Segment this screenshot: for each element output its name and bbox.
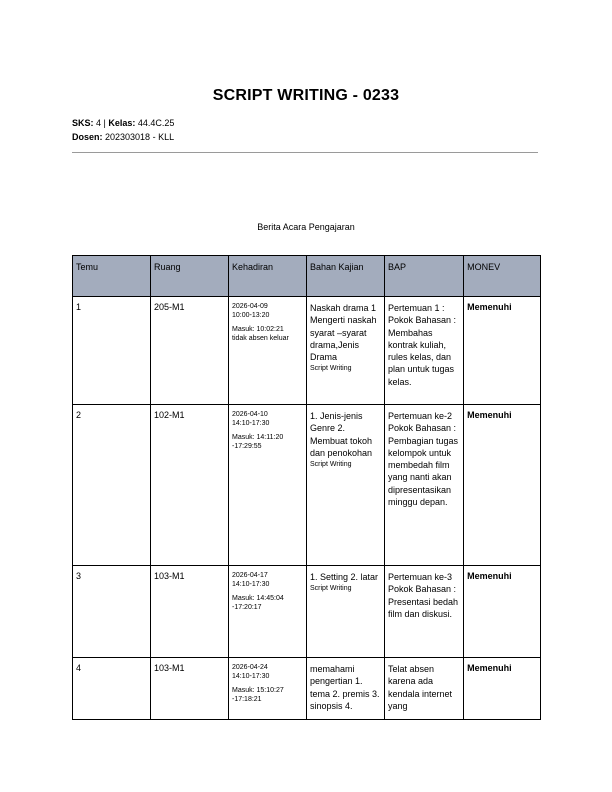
session-date: 2026-04-17 [232, 572, 268, 579]
bahan-course: Script Writing [310, 365, 352, 373]
check-in-time: Masuk: 10:02:21 [232, 326, 284, 333]
cell-kehadiran [229, 658, 307, 720]
cell-bahan-kajian [307, 658, 385, 720]
session-time: 14:10-17:30 [232, 420, 270, 427]
cell-temu: 2 [73, 405, 151, 566]
cell-monev: Memenuhi [464, 658, 541, 720]
header-temu: Temu [73, 256, 151, 297]
cell-ruang: 205-M1 [151, 297, 229, 405]
check-out-time: -17:29:55 [232, 443, 262, 450]
table-row [73, 658, 541, 720]
bahan-text: memahami pengertian 1. tema 2. premis 3. sinopsis 4. [310, 664, 380, 711]
session-time: 10:00-13:20 [232, 312, 270, 319]
bap-text: Pertemuan ke-2 Pokok Bahasan : Pembagian tugas kelompok untuk membedah film yang nanti akan dipresentasikan minggu depan. [388, 411, 459, 508]
table-row [73, 566, 541, 658]
session-date: 2026-04-10 [232, 411, 268, 418]
bahan-course: Script Writing [310, 585, 352, 593]
cell-monev: Memenuhi [464, 566, 541, 658]
cell-bahan-kajian [307, 405, 385, 566]
cell-bap [385, 405, 464, 566]
cell-kehadiran [229, 566, 307, 658]
check-out-time: -17:18:21 [232, 696, 262, 703]
kelas-value: 44.4C.25 [135, 118, 175, 128]
header-monev: MONEV [464, 256, 541, 297]
bahan-text: Naskah drama 1 Mengerti naskah syarat –syarat drama,Jenis Drama [310, 303, 377, 363]
cell-kehadiran [229, 405, 307, 566]
session-time: 14:10-17:30 [232, 581, 270, 588]
header-divider [72, 152, 538, 153]
cell-temu: 1 [73, 297, 151, 405]
cell-bap [385, 658, 464, 720]
cell-bahan-kajian [307, 297, 385, 405]
check-in-time: Masuk: 15:10:27 [232, 687, 284, 694]
course-meta-line [72, 116, 174, 130]
table-header-row [73, 256, 541, 297]
cell-ruang: 103-M1 [151, 566, 229, 658]
lecturer-meta-line [72, 130, 174, 144]
bahan-text: 1. Jenis-jenis Genre 2. Membuat tokoh dan penokohan [310, 411, 373, 458]
session-date: 2026-04-09 [232, 303, 268, 310]
dosen-value: 202303018 - KLL [102, 132, 175, 142]
check-out-time: -17:20:17 [232, 604, 262, 611]
sks-value: 4 | [93, 118, 109, 128]
cell-monev: Memenuhi [464, 405, 541, 566]
session-time: 14:10-17:30 [232, 673, 270, 680]
table-row [73, 405, 541, 566]
header-ruang: Ruang [151, 256, 229, 297]
attendance-table [72, 255, 541, 720]
header-bahan-kajian: Bahan Kajian [307, 256, 385, 297]
table-caption: Berita Acara Pengajaran [257, 222, 355, 232]
cell-temu: 3 [73, 566, 151, 658]
cell-bap [385, 297, 464, 405]
bahan-text: 1. Setting 2. latar [310, 572, 379, 582]
cell-bap [385, 566, 464, 658]
cell-ruang: 102-M1 [151, 405, 229, 566]
bap-text: Pertemuan 1 : Pokok Bahasan : Membahas kontrak kuliah, rules kelas, dan plan untuk tugas kelas. [388, 303, 457, 387]
document-title: SCRIPT WRITING - 0233 [212, 87, 400, 104]
cell-bahan-kajian [307, 566, 385, 658]
header-kehadiran: Kehadiran [229, 256, 307, 297]
cell-ruang: 103-M1 [151, 658, 229, 720]
cell-monev: Memenuhi [464, 297, 541, 405]
header-bap: BAP [385, 256, 464, 297]
table-row [73, 297, 541, 405]
sks-label: SKS: [72, 118, 94, 128]
cell-temu: 4 [73, 658, 151, 720]
check-in-time: Masuk: 14:11:20 [232, 434, 284, 441]
bap-text: Pertemuan ke-3 Pokok Bahasan : Presentasi bedah film dan diskusi. [388, 572, 459, 619]
bap-text: Telat absen karena ada kendala internet yang [388, 664, 453, 711]
session-date: 2026-04-24 [232, 664, 268, 671]
dosen-label: Dosen: [72, 132, 103, 142]
cell-kehadiran [229, 297, 307, 405]
kelas-label: Kelas: [108, 118, 136, 128]
bahan-course: Script Writing [310, 461, 352, 469]
check-in-time: Masuk: 14:45:04 [232, 595, 284, 602]
check-out-time: tidak absen keluar [232, 335, 289, 342]
